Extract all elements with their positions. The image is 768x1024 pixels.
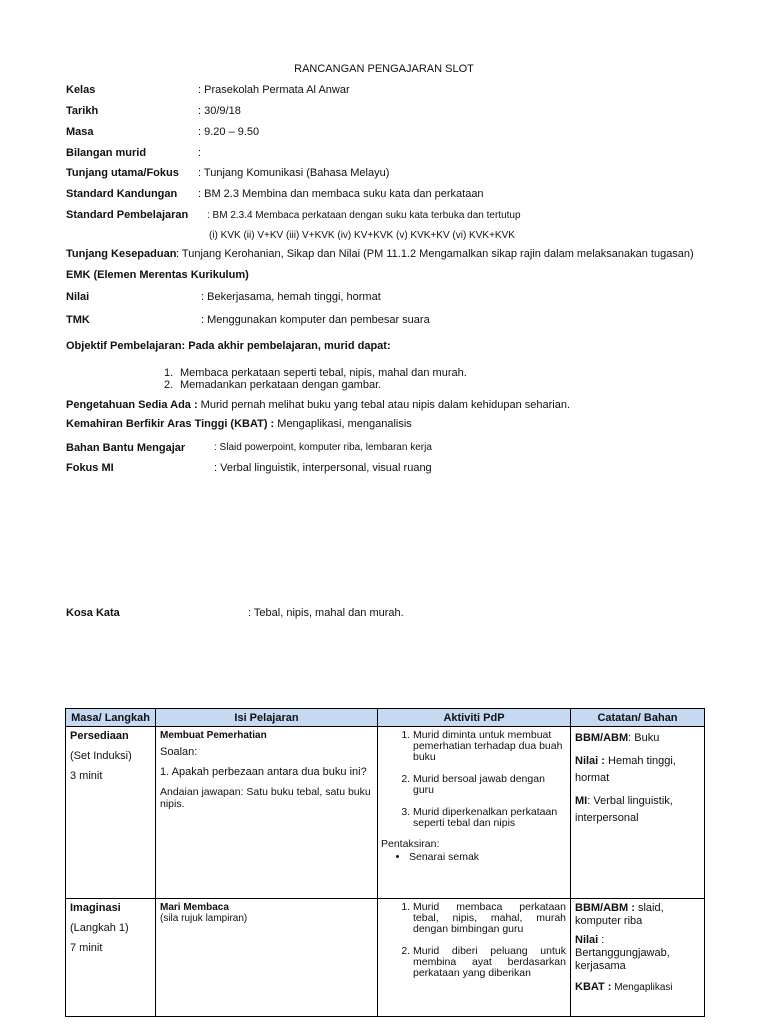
field-label: Bilangan murid	[66, 147, 147, 159]
note-value: : Buku	[628, 732, 660, 744]
activity-cell	[378, 899, 571, 1017]
list-item: 1. Murid diminta untuk membuat pemerhatian terhadap dua buah buku	[413, 730, 566, 763]
content-title: Membuat Pemerhatian	[160, 730, 267, 741]
field-value: : 9.20 – 9.50	[198, 126, 260, 138]
column-header: Aktiviti PdP	[378, 709, 571, 727]
assessment-list	[381, 851, 566, 864]
note-value: : Bertanggungjawab, kerjasama	[575, 934, 670, 972]
table-header-row	[66, 709, 705, 727]
step-subtitle: (Set Induksi)	[70, 750, 132, 762]
field-label: Kosa Kata	[66, 607, 120, 619]
content-line: (sila rujuk lampiran)	[160, 913, 248, 924]
field-value: : Tunjang Komunikasi (Bahasa Melayu)	[198, 167, 390, 179]
table-row	[66, 899, 705, 1017]
field-label: Objektif Pembelajaran: Pada akhir pembelajaran, murid dapat:	[66, 340, 391, 352]
field-value: : Prasekolah Permata Al Anwar	[198, 84, 350, 96]
notes-cell	[571, 899, 705, 1017]
step-time: 3 minit	[70, 770, 103, 782]
field-value: :	[198, 147, 202, 159]
field-value: : BM 2.3.4 Membaca perkataan dengan suku kata terbuka dan tertutup	[207, 210, 521, 221]
list-item: 2. Memadankan perkataan dengan gambar.	[164, 379, 382, 391]
field-value: : Slaid powerpoint, komputer riba, lembaran kerja	[214, 442, 432, 453]
column-header: Catatan/ Bahan	[571, 709, 705, 727]
field-label: Kemahiran Berfikir Aras Tinggi (KBAT) :	[66, 418, 275, 430]
field-value: : BM 2.3 Membina dan membaca suku kata dan perkataan	[198, 188, 484, 200]
list-item: • Senarai semak	[409, 851, 566, 864]
field-value: : Verbal linguistik, interpersonal, visual ruang	[214, 462, 432, 474]
note-label: MI	[575, 795, 588, 807]
field-label: Standard Pembelajaran	[66, 209, 189, 221]
field-label: TMK	[66, 314, 90, 326]
content-line: 1. Apakah perbezaan antara dua buku ini?	[160, 766, 367, 778]
activity-list	[381, 730, 566, 829]
step-cell	[66, 727, 156, 899]
step-cell	[66, 899, 156, 1017]
field-value: Mengaplikasi, menganalisis	[274, 418, 412, 430]
step-subtitle: (Langkah 1)	[70, 922, 129, 934]
field-value: : 30/9/18	[198, 105, 241, 117]
content-line: Andaian jawapan: Satu buku tebal, satu buku nipis.	[160, 786, 371, 810]
note-value: slaid, komputer riba	[575, 902, 664, 927]
note-value: Mengaplikasi	[611, 982, 673, 993]
field-pengetahuan-sedia-ada	[66, 399, 570, 411]
field-label: EMK (Elemen Merentas Kurikulum)	[66, 269, 249, 281]
step-title: Persediaan	[70, 730, 129, 742]
page-title: RANCANGAN PENGAJARAN SLOT	[294, 63, 474, 75]
note-label: BBM/ABM :	[575, 902, 635, 914]
step-time: 7 minit	[70, 942, 103, 954]
field-value: : Tunjang Kerohanian, Sikap dan Nilai (PM 11.1.2 Mengamalkan sikap rajin dalam melaksanakan tugasan)	[176, 248, 694, 260]
note-value: Hemah tinggi, hormat	[575, 755, 676, 784]
list-item: 1. Murid membaca perkataan tebal, nipis, mahal, murah dengan bimbingan guru	[413, 902, 566, 935]
note-label: Nilai	[575, 934, 599, 946]
field-label: Kelas	[66, 84, 96, 96]
objectives-list	[164, 367, 467, 391]
note-label: KBAT :	[575, 981, 612, 993]
activity-cell	[378, 727, 571, 899]
field-label: Bahan Bantu Mengajar	[66, 442, 186, 454]
field-label: Tarikh	[66, 105, 99, 117]
field-label: Tunjang utama/Fokus	[66, 167, 179, 179]
list-item: 2. Murid diberi peluang untuk membina ayat berdasarkan perkataan yang diberikan	[413, 946, 566, 979]
lesson-plan-table	[65, 708, 705, 1017]
field-value: : Bekerjasama, hemah tinggi, hormat	[201, 291, 381, 303]
content-title: Mari Membaca	[160, 902, 229, 913]
field-value: : Menggunakan komputer dan pembesar suara	[201, 314, 430, 326]
field-label: Nilai	[66, 291, 90, 303]
note-label: Nilai :	[575, 755, 605, 767]
field-value: : Tebal, nipis, mahal dan murah.	[248, 607, 404, 619]
column-header: Isi Pelajaran	[156, 709, 378, 727]
field-value-syllable-patterns: (i) KVK (ii) V+KV (iii) V+KVK (iv) KV+KVK (v) KVK+KV (vi) KVK+KVK	[209, 230, 515, 241]
field-label: Pengetahuan Sedia Ada :	[66, 399, 198, 411]
step-title: Imaginasi	[70, 902, 121, 914]
assessment-label: Pentaksiran:	[381, 838, 440, 850]
field-label: Standard Kandungan	[66, 188, 178, 200]
list-item: 1. Membaca perkataan seperti tebal, nipis, mahal dan murah.	[164, 367, 467, 379]
column-header: Masa/ Langkah	[66, 709, 156, 727]
note-label: BBM/ABM	[575, 732, 629, 744]
notes-cell	[571, 727, 705, 899]
content-line: Soalan:	[160, 746, 198, 758]
field-kbat	[66, 418, 412, 430]
list-item: 2. Murid bersoal jawab dengan guru	[413, 774, 566, 796]
list-item: 3. Murid diperkenalkan perkataan seperti tebal dan nipis	[413, 807, 566, 829]
field-label: Tunjang Kesepaduan	[66, 248, 177, 260]
content-cell	[156, 899, 378, 1017]
field-label: Masa	[66, 126, 94, 138]
field-label: Fokus MI	[66, 462, 114, 474]
field-value: Murid pernah melihat buku yang tebal atau nipis dalam kehidupan seharian.	[197, 399, 571, 411]
note-value: : Verbal linguistik, interpersonal	[575, 795, 673, 824]
table-row	[66, 727, 705, 899]
content-cell	[156, 727, 378, 899]
activity-list	[381, 902, 566, 979]
